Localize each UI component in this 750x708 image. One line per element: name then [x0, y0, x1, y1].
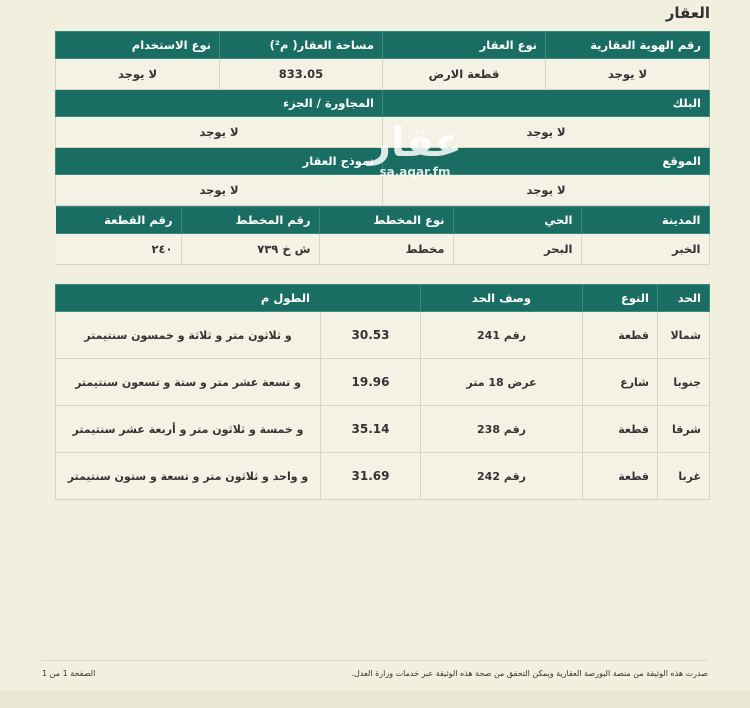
- table-row: [56, 175, 710, 206]
- boundary-type: قطعة: [583, 453, 658, 500]
- value-usage-type: لا يوجد: [56, 59, 220, 90]
- header-city: المدينة: [581, 207, 709, 234]
- boundary-length: 31.69: [321, 453, 421, 500]
- page-number: الصفحة 1 من 1: [42, 669, 96, 678]
- value-neighborhood-part: لا يوجد: [56, 117, 383, 148]
- table-row: [56, 207, 710, 234]
- footer-divider: [42, 660, 708, 661]
- section-title: العقار: [665, 4, 710, 22]
- header-neighborhood-part: المجاورة / الجزء: [56, 90, 383, 117]
- value-property-area: 833.05: [220, 59, 383, 90]
- header-district: الحي: [453, 207, 581, 234]
- value-property-model: لا يوجد: [56, 175, 383, 206]
- boundary-description: رقم 241: [421, 312, 583, 359]
- header-usage-type: نوع الاستخدام: [56, 32, 220, 59]
- boundary-length-words: و ثلاثون متر و ثلاثة و خمسون سنتيمتر: [56, 312, 321, 359]
- header-length: الطول م: [56, 285, 421, 312]
- bottom-strip: [0, 690, 750, 708]
- boundary-length: 30.53: [321, 312, 421, 359]
- table-row: [56, 32, 710, 59]
- header-boundary: الحد: [658, 285, 710, 312]
- header-plan-type: نوع المخطط: [319, 207, 453, 234]
- value-plan-type: مخطط: [319, 234, 453, 265]
- boundary-side: شمالا: [658, 312, 710, 359]
- value-plan-number: ش خ ٧٣٩: [181, 234, 319, 265]
- watermark-text: عقار: [367, 120, 463, 166]
- header-plan-number: رقم المخطط: [181, 207, 319, 234]
- boundaries-table: [55, 284, 710, 500]
- boundary-length-words: و واحد و ثلاثون متر و تسعة و ستون سنتيمتر: [56, 453, 321, 500]
- table-row: [56, 59, 710, 90]
- boundary-length-words: و خمسة و ثلاثون متر و أربعة عشر سنتيمتر: [56, 406, 321, 453]
- watermark-url: sa.aqar.fm: [379, 165, 451, 179]
- value-property-id: لا يوجد: [546, 59, 710, 90]
- boundary-side: شرقا: [658, 406, 710, 453]
- table-row: [56, 453, 710, 500]
- header-property-area: مساحة العقار( م²): [220, 32, 383, 59]
- boundary-type: قطعة: [583, 406, 658, 453]
- value-district: البحر: [453, 234, 581, 265]
- table-row: [56, 234, 710, 265]
- value-plot-number: ٢٤٠: [56, 234, 182, 265]
- header-property-model: نموذج العقار: [56, 148, 383, 175]
- boundary-type: شارع: [583, 359, 658, 406]
- plan-info-subtable: [56, 206, 710, 265]
- table-row: [56, 90, 710, 117]
- table-row: [56, 117, 710, 148]
- table-row: [56, 406, 710, 453]
- value-location: لا يوجد: [383, 175, 710, 206]
- table-row: [56, 359, 710, 406]
- boundary-side: جنوبا: [658, 359, 710, 406]
- header-property-type: نوع العقار: [383, 32, 546, 59]
- header-boundary-description: وصف الحد: [421, 285, 583, 312]
- boundary-length-words: و تسعة عشر متر و ستة و تسعون سنتيمتر: [56, 359, 321, 406]
- boundary-description: رقم 238: [421, 406, 583, 453]
- table-row: [56, 312, 710, 359]
- header-block: البلك: [383, 90, 710, 117]
- header-property-id: رقم الهوية العقارية: [546, 32, 710, 59]
- boundary-length: 35.14: [321, 406, 421, 453]
- header-plot-number: رقم القطعة: [56, 207, 182, 234]
- boundary-length: 19.96: [321, 359, 421, 406]
- property-info-table: [55, 31, 710, 265]
- value-property-type: قطعة الارض: [383, 59, 546, 90]
- table-row: [56, 206, 710, 266]
- value-block: لا يوجد: [383, 117, 710, 148]
- boundary-description: عرض 18 متر: [421, 359, 583, 406]
- header-type: النوع: [583, 285, 658, 312]
- header-location: الموقع: [383, 148, 710, 175]
- boundary-type: قطعة: [583, 312, 658, 359]
- boundary-side: غربا: [658, 453, 710, 500]
- table-row: [56, 285, 710, 312]
- value-city: الخبر: [581, 234, 709, 265]
- boundary-description: رقم 242: [421, 453, 583, 500]
- table-row: [56, 148, 710, 175]
- footer-notice: صدرت هذه الوثيقة من منصة البورصة العقارية ويمكن التحقق من صحة هذه الوثيقة عبر خدمات وزارة العدل.: [351, 669, 708, 678]
